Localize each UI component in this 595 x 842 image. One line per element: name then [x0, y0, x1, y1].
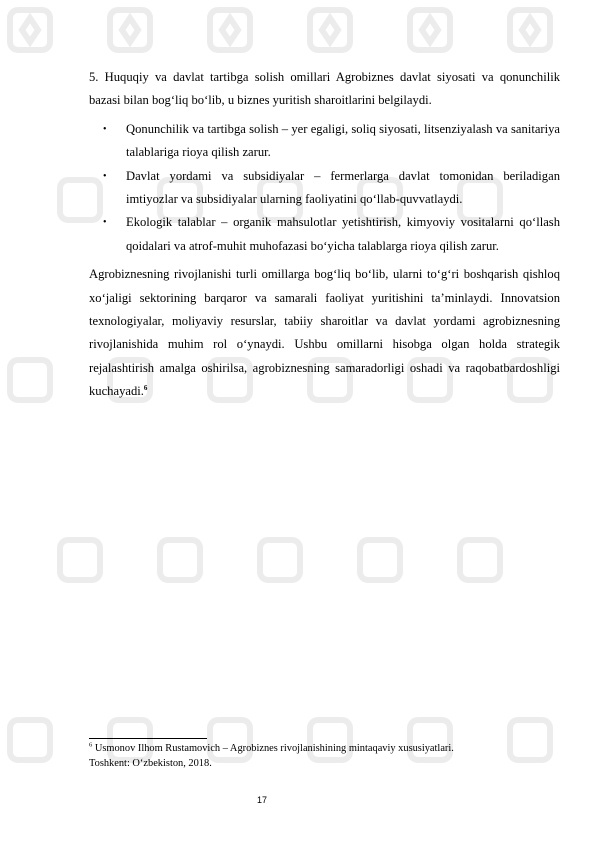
bullet-icon: • — [103, 170, 107, 182]
watermark-tile-row-1 — [10, 10, 550, 50]
conclusion-paragraph — [89, 263, 560, 403]
list-item-text: Qonunchilik va tartibga solish – yer egaligi, soliq siyosati, litsenziyalash va sanitariya talablariga rioya qilish zarur. — [126, 121, 560, 160]
footnote-mark: 6 — [89, 741, 93, 749]
footnote — [89, 741, 560, 771]
page-number: 17 — [256, 795, 267, 805]
footnote-line-1 — [89, 741, 560, 756]
list-item — [89, 211, 560, 258]
conclusion-text: Agrobiznesning rivojlanishi turli omillarga bog‘liq bo‘lib, ularni to‘g‘ri boshqarish qishloq xo‘jaligi sektorining barqaror va samarali faoliyat yuritishini ta’minlaydi. Innovatsion texnologiyalar, moliyaviy resurslar, tabiiy sharoitlar va davlat yordami agrobiznesning rivojlanishida muhim rol o‘ynaydi. Ushbu omillarni hisobga olgan holda strategik rejalashtirish amalga oshirilsa, agrobiznesning samaradorligi oshadi va raqobatbardoshligi kuchayadi. — [89, 267, 560, 399]
list-item-text: Ekologik talablar – organik mahsulotlar yetishtirish, kimyoviy vositalarni qo‘llash qoidalari va atrof-muhit muhofazasi bo‘yicha talablarga rioya qilish zarur. — [126, 215, 560, 253]
bullet-icon: • — [103, 217, 107, 229]
footnote-line-2: Toshkent: O‘zbekiston, 2018. — [89, 758, 212, 769]
footnote-divider — [89, 738, 207, 739]
bullet-icon: • — [103, 123, 107, 135]
factor-list — [89, 118, 560, 258]
footnote-citation: Usmonov Ilhom Rustamovich – Agrobiznes rivojlanishining mintaqaviy xususiyatlari. — [94, 743, 454, 754]
list-item — [89, 118, 560, 165]
section-heading-paragraph: 5. Huquqiy va davlat tartibga solish omillari Agrobiznes davlat siyosati va qonunchilik bazasi bilan bog‘liq bo‘lib, u biznes yuritish sharoitlarini belgilaydi. — [89, 70, 560, 108]
list-item-text: Davlat yordami va subsidiyalar – fermerlarga davlat tomonidan beriladigan imtiyozlar va subsidiyalar ularning faoliyatini qo‘llab-quvvatlaydi. — [126, 168, 560, 207]
page-body — [89, 66, 560, 404]
footnote-reference[interactable]: 6 — [143, 384, 148, 393]
watermark-tile-row-4 — [60, 540, 500, 580]
list-item — [89, 165, 560, 212]
